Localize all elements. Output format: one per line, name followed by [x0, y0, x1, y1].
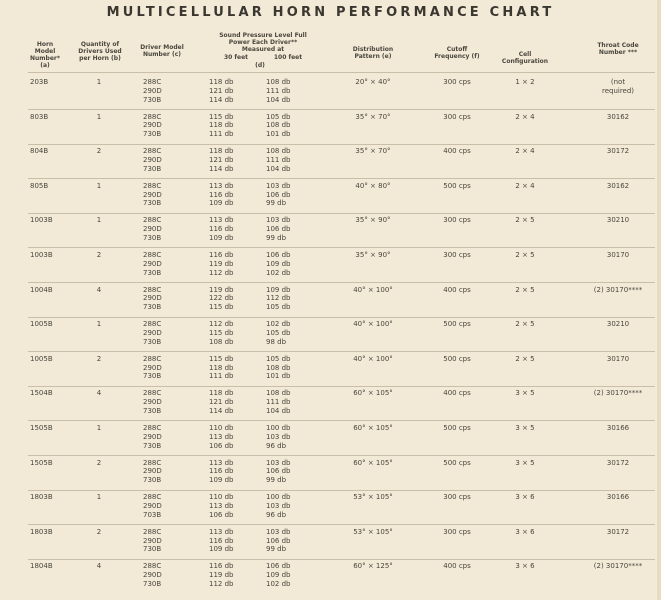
- spl-100ft: 99 db: [266, 545, 287, 554]
- spl-30ft: 114 db: [209, 95, 234, 104]
- driver-model: 290D: [143, 571, 162, 580]
- driver-quantity: 1: [96, 216, 102, 225]
- spl-100ft: 109 db: [266, 285, 291, 294]
- spl-100ft: 111 db: [266, 398, 291, 407]
- spl-30ft: 116 db: [209, 562, 234, 571]
- spl-100ft: 108 db: [266, 78, 291, 86]
- row-divider: [28, 178, 655, 179]
- header-spl: Sound Pressure Level Full Power Each Driver** Measured at: [219, 32, 307, 53]
- spl-100ft: 101 db: [266, 130, 291, 139]
- spl-100ft: 109 db: [266, 259, 291, 268]
- driver-model: 288C: [143, 424, 162, 432]
- spl-30ft: 109 db: [209, 545, 234, 554]
- driver-model: 730B: [143, 130, 162, 139]
- driver-quantity: 2: [96, 354, 102, 363]
- row-divider: [28, 247, 655, 248]
- driver-quantity: 1: [96, 181, 102, 190]
- driver-model: 288C: [143, 147, 162, 156]
- spl-30ft: 112 db: [209, 268, 234, 277]
- driver-quantity: 4: [96, 389, 102, 398]
- spl-30ft: 118 db: [209, 147, 234, 156]
- driver-model: 288C: [143, 181, 162, 190]
- driver-model: 290D: [143, 121, 162, 130]
- header-distribution: Distribution Pattern (e): [352, 46, 394, 60]
- driver-model: 288C: [143, 216, 162, 225]
- spl-100ft: 96 db: [266, 510, 287, 519]
- spl-100ft: 103 db: [266, 432, 291, 441]
- throat-code: 30210: [606, 216, 630, 225]
- driver-model: 730B: [143, 476, 162, 485]
- spl-30ft: 122 db: [209, 294, 234, 303]
- horn-model: 1003B: [30, 216, 53, 225]
- throat-code: (2) 30170****: [593, 285, 643, 294]
- horn-model: 1004B: [30, 285, 53, 294]
- driver-model: 730B: [143, 406, 162, 415]
- driver-quantity: 1: [96, 320, 102, 329]
- driver-model: 288C: [143, 354, 162, 363]
- driver-model: 288C: [143, 458, 162, 467]
- spl-100ft: 104 db: [266, 406, 291, 415]
- driver-model: 290D: [143, 328, 162, 337]
- cell-configuration: 2 × 4: [515, 147, 535, 156]
- spl-100ft: 102 db: [266, 268, 291, 277]
- throat-code: 30172: [606, 527, 630, 536]
- driver-model: 290D: [143, 432, 162, 441]
- spl-30ft: 109 db: [209, 476, 234, 485]
- cell-configuration: 1 × 2: [515, 78, 535, 86]
- row-divider: [28, 420, 655, 421]
- driver-quantity: 4: [96, 562, 102, 571]
- row-divider: [28, 524, 655, 525]
- throat-code: 30162: [606, 112, 630, 121]
- spl-30ft: 113 db: [209, 527, 234, 536]
- row-divider: [28, 490, 655, 491]
- distribution-pattern: 53° × 105°: [353, 527, 393, 536]
- spl-30ft: 106 db: [209, 510, 234, 519]
- driver-quantity: 2: [96, 458, 102, 467]
- spl-30ft: 118 db: [209, 363, 234, 372]
- spl-30ft: 112 db: [209, 320, 234, 329]
- driver-model: 288C: [143, 493, 162, 502]
- distribution-pattern: 53° × 105°: [353, 493, 393, 502]
- cell-configuration: 3 × 5: [515, 424, 535, 432]
- throat-code: 30210: [606, 320, 630, 329]
- spl-100ft: 101 db: [266, 372, 291, 381]
- header-spl-d: (d): [255, 62, 265, 69]
- spl-100ft: 106 db: [266, 562, 291, 571]
- cell-configuration: 2 × 5: [515, 354, 535, 363]
- driver-model: 288C: [143, 389, 162, 398]
- spl-30ft: 109 db: [209, 233, 234, 242]
- row-divider: [28, 351, 655, 352]
- header-driver: Driver Model Number (c): [140, 44, 184, 58]
- distribution-pattern: 60° × 125°: [353, 562, 393, 571]
- driver-model: 290D: [143, 501, 162, 510]
- spl-30ft: 115 db: [209, 303, 234, 312]
- driver-model: 703B: [143, 510, 162, 519]
- driver-quantity: 1: [96, 493, 102, 502]
- spl-30ft: 108 db: [209, 337, 234, 346]
- table-row: [0, 562, 661, 598]
- driver-model: 730B: [143, 199, 162, 208]
- spl-30ft: 113 db: [209, 458, 234, 467]
- spl-30ft: 112 db: [209, 579, 234, 588]
- spl-30ft: 119 db: [209, 571, 234, 580]
- cutoff-frequency: 400 cps: [443, 389, 471, 398]
- spl-30ft: 116 db: [209, 467, 234, 476]
- throat-code: (not required): [601, 78, 635, 95]
- header-model: Horn Model Number* (a): [29, 41, 60, 69]
- spl-30ft: 111 db: [209, 372, 234, 381]
- spl-100ft: 100 db: [266, 493, 291, 502]
- spl-100ft: 103 db: [266, 216, 291, 225]
- spl-30ft: 114 db: [209, 164, 234, 173]
- header-cutoff: Cutoff Frequency (f): [434, 46, 480, 60]
- driver-model: 288C: [143, 285, 162, 294]
- header-spl-100ft: 100 feet: [273, 54, 303, 61]
- spl-30ft: 111 db: [209, 130, 234, 139]
- throat-code: 30170: [606, 354, 630, 363]
- spl-30ft: 121 db: [209, 86, 234, 95]
- spl-30ft: 119 db: [209, 285, 234, 294]
- cell-configuration: 3 × 6: [515, 527, 535, 536]
- spl-30ft: 113 db: [209, 216, 234, 225]
- cutoff-frequency: 300 cps: [443, 527, 471, 536]
- distribution-pattern: 60° × 105°: [353, 424, 393, 432]
- driver-quantity: 1: [96, 112, 102, 121]
- driver-model: 290D: [143, 467, 162, 476]
- horn-model: 1505B: [30, 424, 53, 432]
- driver-model: 290D: [143, 155, 162, 164]
- header-spl-30ft: 30 feet: [223, 54, 249, 61]
- distribution-pattern: 60° × 105°: [353, 389, 393, 398]
- row-divider: [28, 282, 655, 283]
- spl-30ft: 121 db: [209, 155, 234, 164]
- horn-model: 804B: [30, 147, 49, 156]
- row-divider: [28, 317, 655, 318]
- distribution-pattern: 40° × 100°: [353, 285, 393, 294]
- driver-quantity: 2: [96, 147, 102, 156]
- cutoff-frequency: 300 cps: [443, 216, 471, 225]
- horn-model: 805B: [30, 181, 49, 190]
- driver-model: 288C: [143, 112, 162, 121]
- spl-100ft: 96 db: [266, 441, 287, 450]
- spl-100ft: 105 db: [266, 328, 291, 337]
- spl-100ft: 99 db: [266, 199, 287, 208]
- spl-100ft: 108 db: [266, 363, 291, 372]
- spl-100ft: 106 db: [266, 251, 291, 259]
- distribution-pattern: 35° × 70°: [355, 112, 391, 121]
- driver-model: 730B: [143, 268, 162, 277]
- spl-100ft: 111 db: [266, 86, 291, 95]
- distribution-pattern: 20° × 40°: [355, 78, 391, 86]
- throat-code: 30162: [606, 181, 630, 190]
- driver-quantity: 2: [96, 527, 102, 536]
- row-divider: [28, 213, 655, 214]
- driver-model: 288C: [143, 320, 162, 329]
- horn-model: 1504B: [30, 389, 53, 398]
- cutoff-frequency: 500 cps: [443, 458, 471, 467]
- spl-100ft: 106 db: [266, 190, 291, 199]
- spl-30ft: 118 db: [209, 389, 234, 398]
- cell-configuration: 3 × 5: [515, 389, 535, 398]
- cell-configuration: 3 × 6: [515, 562, 535, 571]
- spl-30ft: 114 db: [209, 406, 234, 415]
- cutoff-frequency: 400 cps: [443, 562, 471, 571]
- horn-model: 1803B: [30, 527, 53, 536]
- throat-code: (2) 30170****: [593, 562, 643, 571]
- cutoff-frequency: 300 cps: [443, 112, 471, 121]
- spl-100ft: 99 db: [266, 233, 287, 242]
- spl-100ft: 103 db: [266, 458, 291, 467]
- distribution-pattern: 40° × 100°: [353, 354, 393, 363]
- cutoff-frequency: 400 cps: [443, 285, 471, 294]
- driver-model: 288C: [143, 78, 162, 86]
- driver-quantity: 1: [96, 424, 102, 432]
- cell-configuration: 2 × 5: [515, 251, 535, 259]
- cell-configuration: 2 × 5: [515, 320, 535, 329]
- driver-model: 730B: [143, 372, 162, 381]
- row-divider: [28, 144, 655, 145]
- row-divider: [28, 386, 655, 387]
- driver-model: 290D: [143, 363, 162, 372]
- driver-model: 288C: [143, 562, 162, 571]
- throat-code: 30170: [606, 251, 630, 259]
- horn-model: 1005B: [30, 320, 53, 329]
- driver-model: 730B: [143, 95, 162, 104]
- spl-30ft: 110 db: [209, 493, 234, 502]
- spl-100ft: 102 db: [266, 579, 291, 588]
- throat-code: 30166: [606, 493, 630, 502]
- cell-configuration: 3 × 5: [515, 458, 535, 467]
- cell-configuration: 2 × 5: [515, 216, 535, 225]
- distribution-pattern: 35° × 90°: [355, 251, 391, 259]
- spl-100ft: 103 db: [266, 527, 291, 536]
- spl-100ft: 99 db: [266, 476, 287, 485]
- throat-code: 30166: [606, 424, 630, 432]
- driver-model: 290D: [143, 536, 162, 545]
- spl-30ft: 106 db: [209, 441, 234, 450]
- driver-model: 730B: [143, 164, 162, 173]
- row-divider: [28, 559, 655, 560]
- header-config: Cell Configuration: [501, 51, 549, 65]
- driver-model: 290D: [143, 190, 162, 199]
- driver-model: 730B: [143, 337, 162, 346]
- driver-model: 290D: [143, 398, 162, 407]
- distribution-pattern: 40° × 100°: [353, 320, 393, 329]
- cell-configuration: 2 × 4: [515, 112, 535, 121]
- distribution-pattern: 35° × 70°: [355, 147, 391, 156]
- spl-100ft: 111 db: [266, 155, 291, 164]
- spl-100ft: 104 db: [266, 95, 291, 104]
- cell-configuration: 2 × 5: [515, 285, 535, 294]
- header-rule: [28, 72, 655, 73]
- horn-model: 1005B: [30, 354, 53, 363]
- table-header: [0, 32, 661, 70]
- spl-30ft: 115 db: [209, 328, 234, 337]
- horn-model: 1003B: [30, 251, 53, 259]
- spl-30ft: 115 db: [209, 354, 234, 363]
- distribution-pattern: 40° × 80°: [355, 181, 391, 190]
- spl-100ft: 108 db: [266, 121, 291, 130]
- spl-30ft: 113 db: [209, 181, 234, 190]
- spl-100ft: 104 db: [266, 164, 291, 173]
- spl-30ft: 116 db: [209, 225, 234, 234]
- cutoff-frequency: 400 cps: [443, 147, 471, 156]
- driver-model: 730B: [143, 579, 162, 588]
- throat-code: 30172: [606, 458, 630, 467]
- spl-100ft: 108 db: [266, 389, 291, 398]
- header-quantity: Quantity of Drivers Used per Horn (b): [78, 41, 122, 62]
- cell-configuration: 3 × 6: [515, 493, 535, 502]
- spl-100ft: 103 db: [266, 181, 291, 190]
- spl-30ft: 110 db: [209, 424, 234, 432]
- spl-100ft: 105 db: [266, 354, 291, 363]
- distribution-pattern: 35° × 90°: [355, 216, 391, 225]
- spl-100ft: 106 db: [266, 225, 291, 234]
- cutoff-frequency: 500 cps: [443, 354, 471, 363]
- driver-model: 288C: [143, 251, 162, 259]
- spl-30ft: 116 db: [209, 190, 234, 199]
- driver-quantity: 4: [96, 285, 102, 294]
- spl-30ft: 115 db: [209, 112, 234, 121]
- spl-100ft: 109 db: [266, 571, 291, 580]
- row-divider: [28, 455, 655, 456]
- driver-quantity: 1: [96, 78, 102, 86]
- driver-model: 290D: [143, 86, 162, 95]
- driver-model: 730B: [143, 233, 162, 242]
- spl-100ft: 105 db: [266, 303, 291, 312]
- driver-model: 730B: [143, 441, 162, 450]
- header-code: Throat Code Number ***: [597, 42, 639, 56]
- throat-code: 30172: [606, 147, 630, 156]
- spl-30ft: 119 db: [209, 259, 234, 268]
- spl-30ft: 116 db: [209, 251, 234, 259]
- driver-quantity: 2: [96, 251, 102, 259]
- cutoff-frequency: 300 cps: [443, 493, 471, 502]
- spl-30ft: 118 db: [209, 78, 234, 86]
- spl-100ft: 102 db: [266, 320, 291, 329]
- horn-model: 1505B: [30, 458, 53, 467]
- horn-model: 1803B: [30, 493, 53, 502]
- horn-model: 203B: [30, 78, 49, 86]
- spl-30ft: 109 db: [209, 199, 234, 208]
- page-title: MULTICELLULAR HORN PERFORMANCE CHART: [106, 5, 555, 20]
- spl-30ft: 113 db: [209, 432, 234, 441]
- horn-model: 1804B: [30, 562, 53, 571]
- driver-model: 290D: [143, 225, 162, 234]
- page-edge: [657, 0, 661, 600]
- cell-configuration: 2 × 4: [515, 181, 535, 190]
- spl-100ft: 112 db: [266, 294, 291, 303]
- driver-model: 730B: [143, 545, 162, 554]
- row-divider: [28, 109, 655, 110]
- cutoff-frequency: 500 cps: [443, 181, 471, 190]
- cutoff-frequency: 500 cps: [443, 424, 471, 432]
- spl-100ft: 100 db: [266, 424, 291, 432]
- spl-100ft: 106 db: [266, 536, 291, 545]
- spl-100ft: 106 db: [266, 467, 291, 476]
- distribution-pattern: 60° × 105°: [353, 458, 393, 467]
- horn-model: 803B: [30, 112, 49, 121]
- cutoff-frequency: 500 cps: [443, 320, 471, 329]
- driver-model: 290D: [143, 294, 162, 303]
- throat-code: (2) 30170****: [593, 389, 643, 398]
- spl-100ft: 103 db: [266, 501, 291, 510]
- spl-30ft: 118 db: [209, 121, 234, 130]
- driver-model: 730B: [143, 303, 162, 312]
- spl-30ft: 116 db: [209, 536, 234, 545]
- driver-model: 290D: [143, 259, 162, 268]
- cutoff-frequency: 300 cps: [443, 251, 471, 259]
- spl-100ft: 98 db: [266, 337, 287, 346]
- spl-30ft: 113 db: [209, 501, 234, 510]
- cutoff-frequency: 300 cps: [443, 78, 471, 86]
- spl-100ft: 105 db: [266, 112, 291, 121]
- spl-100ft: 108 db: [266, 147, 291, 156]
- driver-model: 288C: [143, 527, 162, 536]
- spl-30ft: 121 db: [209, 398, 234, 407]
